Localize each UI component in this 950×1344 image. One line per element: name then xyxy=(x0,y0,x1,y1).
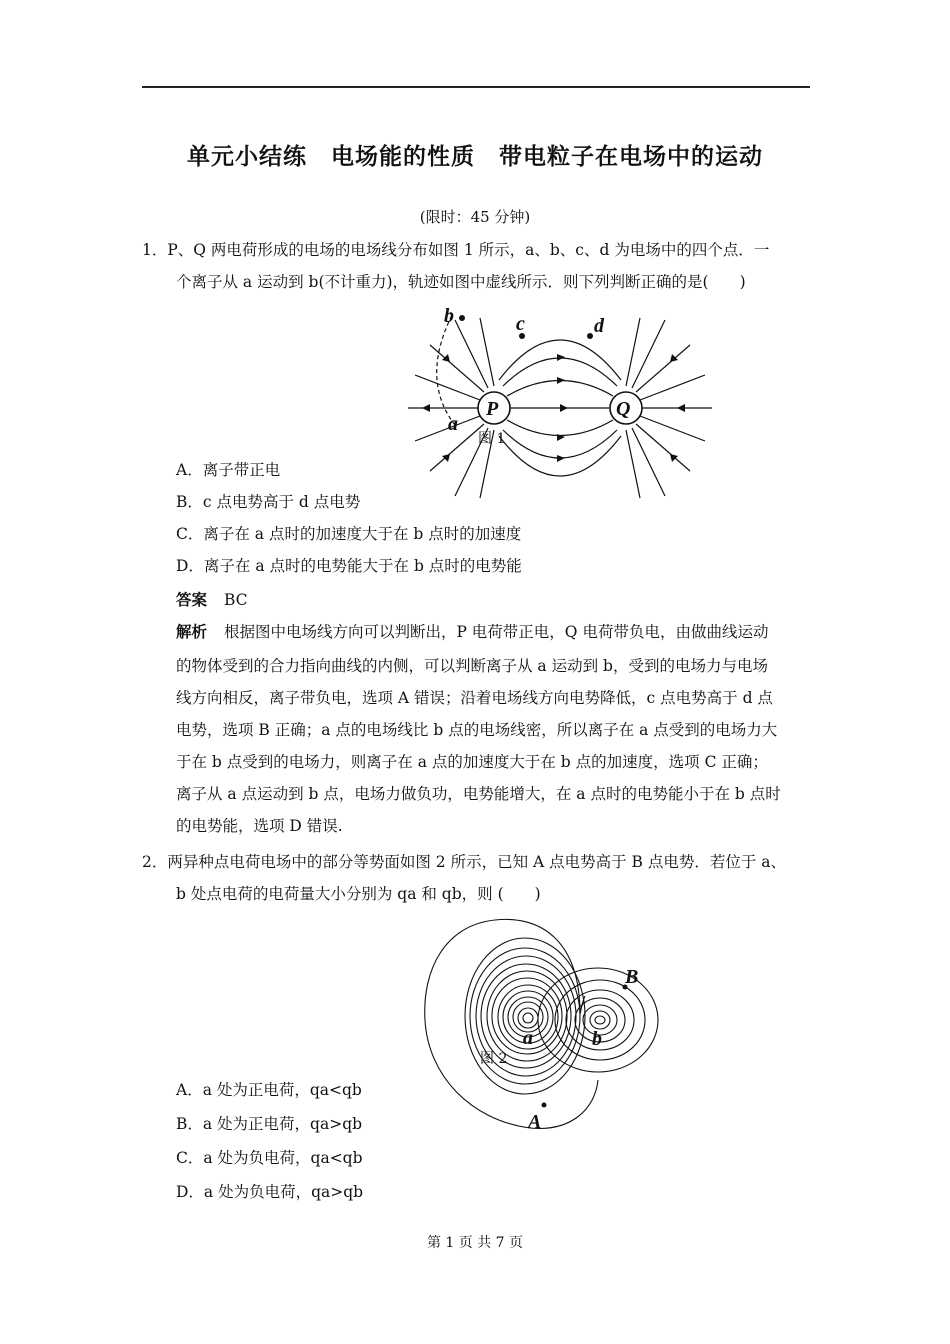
point-A-label: A xyxy=(528,1111,542,1133)
figure-2-equipotential-lines xyxy=(420,910,670,1140)
q2-stem-line2: b 处点电荷的电荷量大小分别为 qa 和 qb，则 ( ) xyxy=(176,885,541,903)
analysis-label: 解析 xyxy=(176,623,208,641)
charge-P-label: P xyxy=(486,398,499,420)
q1-answer xyxy=(176,590,248,610)
page-title: 单元小结练 电场能的性质 带电粒子在电场中的运动 xyxy=(187,144,763,170)
point-B-label: B xyxy=(625,966,639,988)
charge-b-label: b xyxy=(592,1028,602,1050)
q1-analysis-line7: 的电势能，选项 D 错误. xyxy=(176,817,343,835)
q1-stem-line2: 个离子从 a 运动到 b(不计重力)，轨迹如图中虚线所示．则下列判断正确的是( ) xyxy=(176,273,746,291)
q2-option-a: A．a 处为正电荷，qa<qb xyxy=(176,1081,362,1099)
q1-analysis-line4: 电势，选项 B 正确；a 点的电场线比 b 点的电场线密，所以离子在 a 点受到的电场力大 xyxy=(176,721,778,739)
q1-analysis-line5: 于在 b 点受到的电场力，则离子在 a 点的加速度大于在 b 点的加速度，选项 C 正确； xyxy=(176,753,768,771)
point-c-label: c xyxy=(516,313,525,335)
q1-option-b: B．c 点电势高于 d 点电势 xyxy=(176,493,361,511)
figure-2-caption: 图 2 xyxy=(480,1051,508,1067)
header-rule xyxy=(142,86,810,88)
q2-option-d: D．a 处为负电荷，qa>qb xyxy=(176,1183,364,1201)
q2-option-c: C．a 处为负电荷，qa<qb xyxy=(176,1149,363,1167)
q2-option-b: B．a 处为正电荷，qa>qb xyxy=(176,1115,363,1133)
q1-stem-line1: 1．P、Q 两电荷形成的电场的电场线分布如图 1 所示，a、b、c、d 为电场中的四个点．一 xyxy=(142,241,770,259)
charge-Q-label: Q xyxy=(616,398,631,420)
q1-analysis-line3: 线方向相反，离子带负电，选项 A 错误；沿着电场线方向电势降低，c 点电势高于 d 点 xyxy=(176,689,773,707)
page-footer: 第 1 页 共 7 页 xyxy=(426,1235,524,1251)
q1-option-c: C．离子在 a 点时的加速度大于在 b 点时的加速度 xyxy=(176,525,522,543)
point-a-label: a xyxy=(448,413,458,435)
answer-label: 答案 xyxy=(176,591,208,609)
time-limit: (限时：45 分钟) xyxy=(419,208,531,226)
point-d-label: d xyxy=(594,315,604,337)
answer-value: BC xyxy=(223,591,248,609)
q1-analysis-line6: 离子从 a 点运动到 b 点，电场力做负功，电势能增大，在 a 点时的电势能小于在 b 点时 xyxy=(176,785,781,803)
figure-1-field-lines xyxy=(400,300,720,510)
q1-option-a: A．离子带正电 xyxy=(176,461,281,479)
q2-stem-line1: 2．两异种点电荷电场中的部分等势面如图 2 所示，已知 A 点电势高于 B 点电势．若位于 a、 xyxy=(142,853,787,871)
figure-1-caption: 图 1 xyxy=(478,431,506,447)
q1-option-d: D．离子在 a 点时的电势能大于在 b 点时的电势能 xyxy=(176,557,522,575)
charge-a-label: a xyxy=(523,1027,533,1049)
q1-analysis-line1: 解析 根据图中电场线方向可以判断出，P 电荷带正电，Q 电荷带负电，由做曲线运动 xyxy=(176,623,769,641)
q1-analysis-line2: 的物体受到的合力指向曲线的内侧，可以判断离子从 a 运动到 b，受到的电场力与电场 xyxy=(176,657,768,675)
point-b-label: b xyxy=(444,305,454,327)
